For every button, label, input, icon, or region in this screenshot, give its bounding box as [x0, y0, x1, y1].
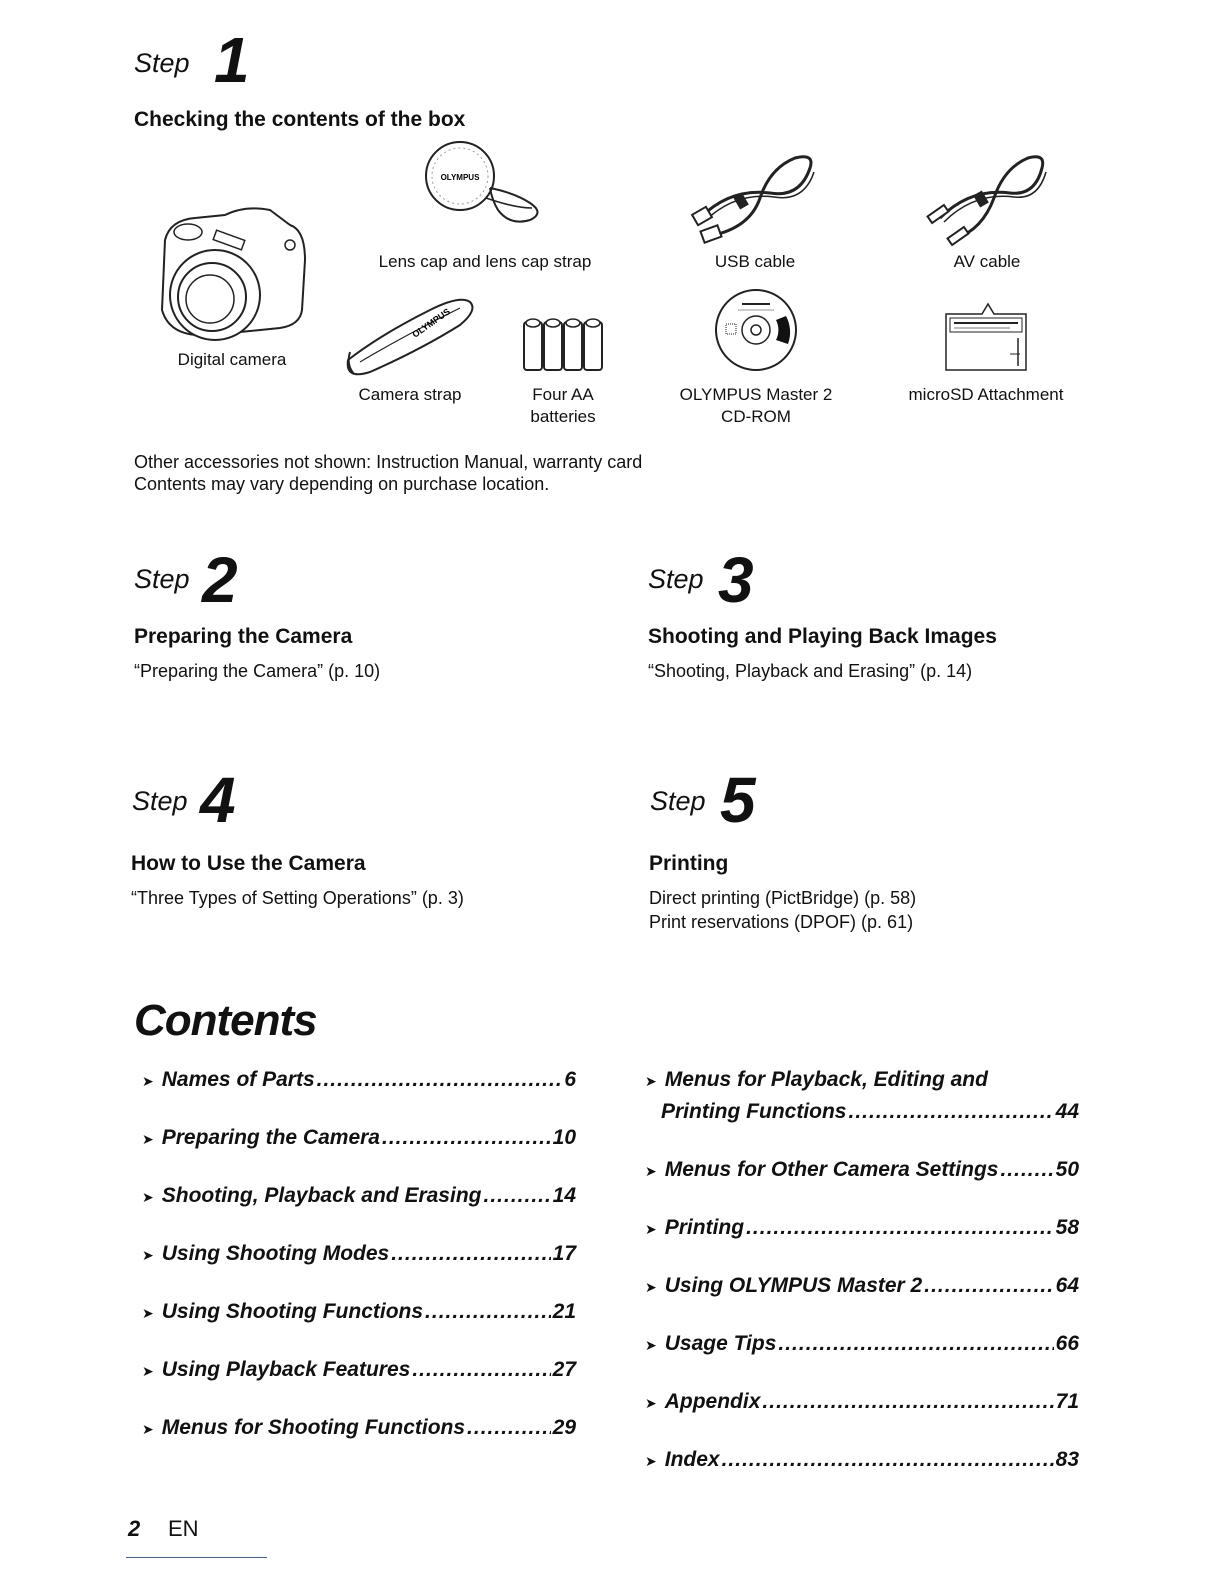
step4-number: 4	[200, 764, 236, 836]
toc-label: Menus for Shooting Functions	[161, 1416, 466, 1439]
toc-label: Appendix	[664, 1390, 761, 1413]
arrow-icon: ➤	[142, 1189, 154, 1205]
toc-entry-menus-for-shooting-functions[interactable]	[142, 1416, 576, 1474]
step3-number: 3	[718, 544, 754, 616]
toc-label: Shooting, Playback and Erasing	[161, 1184, 482, 1207]
footer-rule	[126, 1557, 267, 1558]
av-cable-caption: AV cable	[953, 252, 1021, 271]
contents-vary-note: Contents may vary depending on purchase location.	[134, 474, 550, 494]
step2-label: Step	[134, 564, 190, 594]
arrow-icon: ➤	[142, 1363, 154, 1379]
step4-reference: “Three Types of Setting Operations” (p. 3)	[131, 888, 464, 908]
batteries-caption-line2: batteries	[530, 407, 596, 426]
toc-entry-printing[interactable]	[645, 1216, 1079, 1274]
toc-entry-index[interactable]	[645, 1448, 1079, 1506]
toc-label: Using OLYMPUS Master 2	[664, 1274, 923, 1297]
camera-strap-caption: Camera strap	[358, 385, 462, 404]
toc-label: Printing	[664, 1216, 745, 1239]
lens-cap-logo: OLYMPUS	[440, 173, 480, 182]
cdrom-illustration	[712, 286, 802, 372]
arrow-icon: ➤	[142, 1247, 154, 1263]
contents-title: Contents	[134, 996, 317, 1045]
toc-label: Usage Tips	[664, 1332, 777, 1355]
toc-page: 64	[1055, 1274, 1079, 1297]
toc-entry-shooting-playback-erasing[interactable]	[142, 1184, 576, 1242]
camera-strap-illustration	[340, 290, 485, 380]
digital-camera-illustration	[150, 200, 315, 345]
toc-page: 44	[1055, 1100, 1079, 1123]
toc-page: 29	[552, 1416, 576, 1439]
arrow-icon: ➤	[645, 1453, 657, 1469]
toc-entry-appendix[interactable]	[645, 1390, 1079, 1448]
av-cable-illustration	[920, 148, 1060, 248]
step1-heading: Checking the contents of the box	[134, 108, 466, 131]
toc-entry-using-shooting-functions[interactable]	[142, 1300, 576, 1358]
toc-page: 27	[552, 1358, 576, 1381]
toc-entry-names-of-parts[interactable]	[142, 1068, 576, 1126]
toc-label: Names of Parts	[161, 1068, 315, 1091]
arrow-icon: ➤	[142, 1131, 154, 1147]
step3-reference: “Shooting, Playback and Erasing” (p. 14)	[648, 661, 973, 681]
arrow-icon: ➤	[142, 1305, 154, 1321]
arrow-icon: ➤	[142, 1421, 154, 1437]
step1-number: 1	[214, 24, 250, 96]
toc-page: 17	[552, 1242, 576, 1265]
arrow-icon: ➤	[645, 1221, 657, 1237]
page-number: 2	[128, 1516, 141, 1541]
toc-right-column	[645, 1068, 1079, 1506]
step2-heading: Preparing the Camera	[134, 625, 353, 648]
step4-label: Step	[132, 786, 188, 816]
digital-camera-caption: Digital camera	[177, 350, 287, 369]
toc-entry-using-playback-features[interactable]	[142, 1358, 576, 1416]
toc-entry-preparing-the-camera[interactable]	[142, 1126, 576, 1184]
toc-entry-usage-tips[interactable]	[645, 1332, 1079, 1390]
toc-entry-using-shooting-modes[interactable]	[142, 1242, 576, 1300]
toc-label: Using Playback Features	[161, 1358, 411, 1381]
step3-heading: Shooting and Playing Back Images	[648, 625, 997, 648]
step5-number: 5	[720, 764, 756, 836]
toc-label-line1: Menus for Playback, Editing and	[664, 1068, 988, 1091]
toc-left-column	[142, 1068, 576, 1474]
toc-entry-menus-for-playback-editing-printing[interactable]	[645, 1068, 1079, 1158]
toc-page: 58	[1055, 1216, 1079, 1239]
arrow-icon: ➤	[142, 1073, 154, 1089]
lens-cap-illustration	[420, 138, 550, 238]
toc-page: 6	[564, 1068, 576, 1091]
usb-cable-illustration	[690, 148, 830, 248]
toc-page: 50	[1055, 1158, 1079, 1181]
toc-page: 21	[552, 1300, 576, 1323]
toc-label-line2: Printing Functions	[661, 1100, 847, 1123]
microsd-caption: microSD Attachment	[908, 385, 1064, 404]
step5-reference-2: Print reservations (DPOF) (p. 61)	[649, 912, 914, 932]
language-code: EN	[168, 1516, 199, 1541]
batteries-caption-line1: Four AA	[532, 385, 594, 404]
toc-label: Index	[664, 1448, 720, 1471]
toc-entry-menus-for-other-camera-settings[interactable]	[645, 1158, 1079, 1216]
toc-page: 66	[1055, 1332, 1079, 1355]
arrow-icon: ➤	[645, 1163, 657, 1179]
toc-page: 71	[1055, 1390, 1079, 1413]
step4-heading: How to Use the Camera	[131, 852, 366, 875]
cdrom-caption-line1: OLYMPUS Master 2	[679, 385, 833, 404]
toc-entry-using-olympus-master-2[interactable]	[645, 1274, 1079, 1332]
arrow-icon: ➤	[645, 1395, 657, 1411]
accessories-note: Other accessories not shown: Instruction Manual, warranty card	[134, 452, 643, 472]
step1-label: Step	[134, 48, 190, 78]
step2-reference: “Preparing the Camera” (p. 10)	[134, 661, 381, 681]
step5-heading: Printing	[649, 852, 729, 875]
arrow-icon: ➤	[645, 1279, 657, 1295]
usb-cable-caption: USB cable	[714, 252, 796, 271]
camera-strap-logo: OLYMPUS	[410, 306, 452, 340]
step5-reference-1: Direct printing (PictBridge) (p. 58)	[649, 888, 917, 908]
arrow-icon: ➤	[645, 1337, 657, 1353]
batteries-illustration	[520, 316, 610, 374]
step5-label: Step	[650, 786, 706, 816]
toc-label: Using Shooting Functions	[161, 1300, 424, 1323]
step2-number: 2	[202, 544, 238, 616]
toc-label: Menus for Other Camera Settings	[664, 1158, 999, 1181]
toc-page: 10	[552, 1126, 576, 1149]
cdrom-caption-line2: CD-ROM	[721, 407, 791, 426]
toc-page: 83	[1055, 1448, 1079, 1471]
microsd-attachment-illustration	[940, 298, 1035, 376]
step3-label: Step	[648, 564, 704, 594]
arrow-icon: ➤	[645, 1073, 657, 1089]
toc-page: 14	[552, 1184, 576, 1207]
lens-cap-caption: Lens cap and lens cap strap	[378, 252, 592, 271]
toc-label: Preparing the Camera	[161, 1126, 380, 1149]
toc-label: Using Shooting Modes	[161, 1242, 390, 1265]
